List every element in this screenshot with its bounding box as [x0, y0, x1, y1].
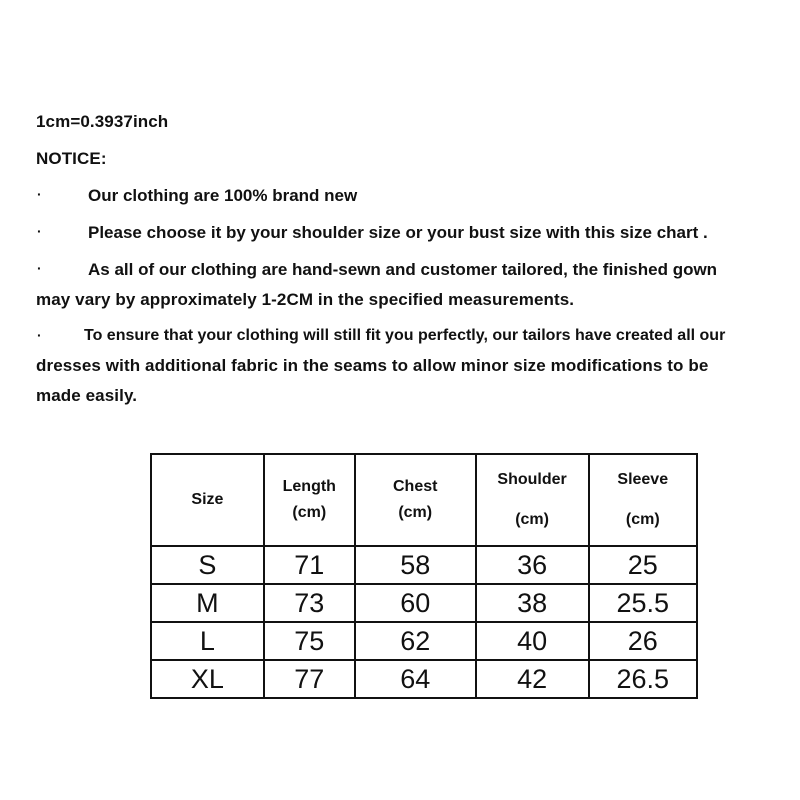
notice-heading: NOTICE: — [36, 149, 107, 168]
header-size-label: Size — [191, 491, 224, 508]
header-chest-label: Chest — [393, 478, 438, 495]
cell-shoulder: 36 — [476, 546, 589, 584]
table-row — [151, 660, 697, 698]
notice-item-4-line2: dresses with additional fabric in the seams to allow minor size modifications to be — [36, 356, 709, 375]
bullet-1: · — [37, 186, 42, 202]
header-sleeve — [589, 454, 698, 546]
notice-item-4-line1: To ensure that your clothing will still fit you perfectly, our tailors have created all our — [84, 327, 726, 344]
cell-size: S — [151, 546, 264, 584]
cell-shoulder: 38 — [476, 584, 589, 622]
size-chart-table — [150, 453, 698, 699]
table-header-row — [151, 454, 697, 546]
bullet-4: · — [37, 327, 42, 343]
cell-chest: 64 — [355, 660, 476, 698]
table-row — [151, 584, 697, 622]
cell-chest: 58 — [355, 546, 476, 584]
cell-size: XL — [151, 660, 264, 698]
header-shoulder-label: Shoulder — [497, 471, 567, 488]
cell-sleeve: 26.5 — [589, 660, 698, 698]
header-sleeve-label: Sleeve — [617, 471, 669, 488]
cell-length: 73 — [264, 584, 355, 622]
header-length-unit: (cm) — [292, 504, 327, 521]
header-chest — [355, 454, 476, 546]
notice-item-3-line1: As all of our clothing are hand-sewn and customer tailored, the finished gown — [88, 260, 718, 279]
notice-item-4-line3: made easily. — [36, 386, 138, 405]
bullet-3: · — [37, 260, 42, 276]
cell-shoulder: 42 — [476, 660, 589, 698]
table-row — [151, 622, 697, 660]
cell-size: M — [151, 584, 264, 622]
notice-item-2: Please choose it by your shoulder size or your bust size with this size chart . — [88, 223, 708, 242]
cell-shoulder: 40 — [476, 622, 589, 660]
cell-sleeve: 25.5 — [589, 584, 698, 622]
header-shoulder-unit: (cm) — [515, 511, 549, 528]
cell-length: 75 — [264, 622, 355, 660]
header-size — [151, 454, 264, 546]
cell-size: L — [151, 622, 264, 660]
conversion-note: 1cm=0.3937inch — [36, 112, 169, 131]
bullet-2: · — [37, 223, 42, 239]
cell-length: 77 — [264, 660, 355, 698]
header-shoulder — [476, 454, 589, 546]
notice-item-1: Our clothing are 100% brand new — [88, 186, 358, 205]
header-chest-unit: (cm) — [398, 504, 433, 521]
header-length-label: Length — [282, 478, 336, 495]
header-sleeve-unit: (cm) — [625, 511, 660, 528]
cell-sleeve: 26 — [589, 622, 698, 660]
header-length — [264, 454, 355, 546]
notice-item-3-line2: may vary by approximately 1-2CM in the specified measurements. — [36, 290, 575, 309]
cell-sleeve: 25 — [589, 546, 698, 584]
cell-chest: 60 — [355, 584, 476, 622]
table-row — [151, 546, 697, 584]
cell-length: 71 — [264, 546, 355, 584]
cell-chest: 62 — [355, 622, 476, 660]
